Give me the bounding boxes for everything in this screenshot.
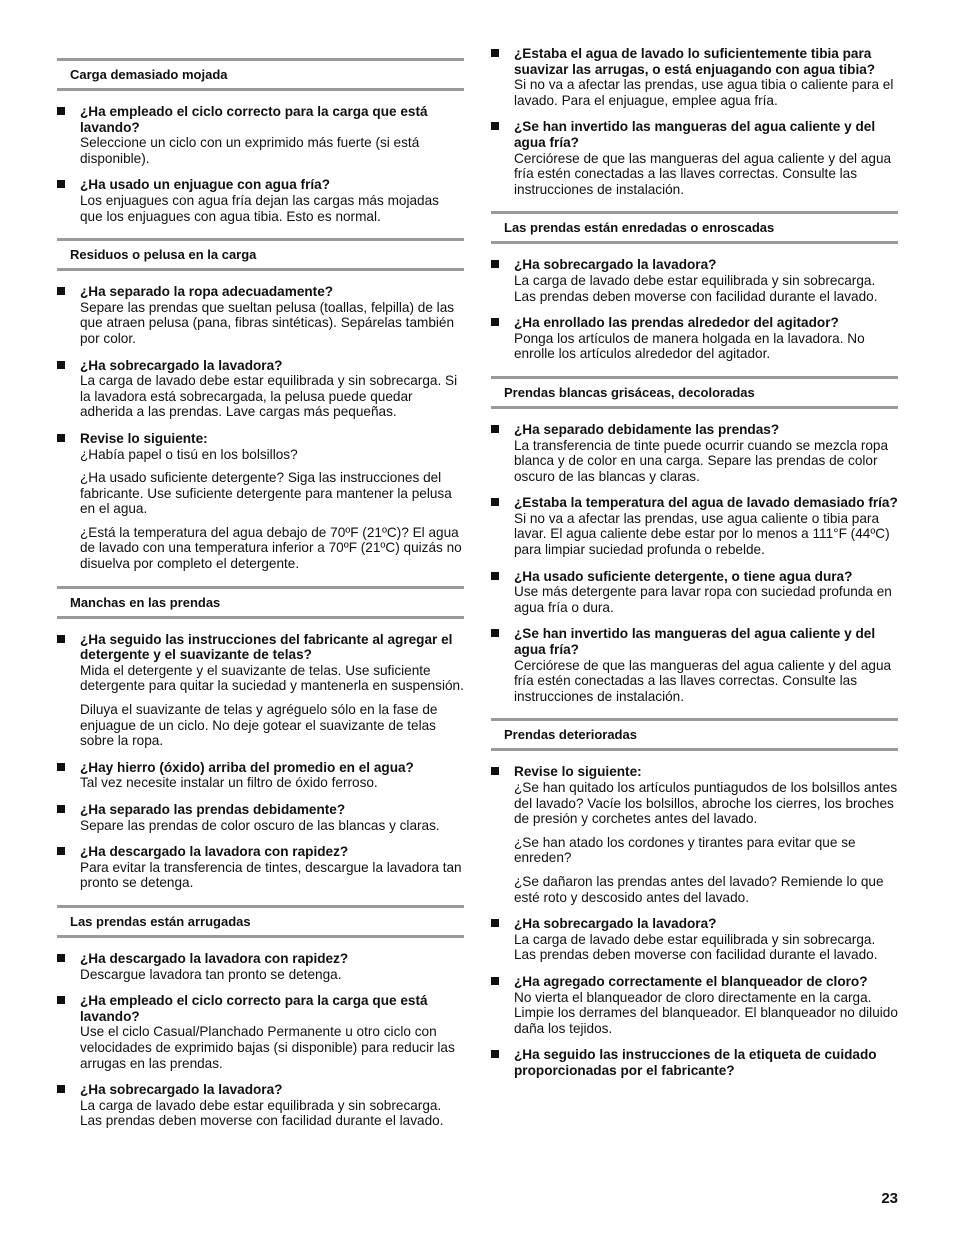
list-item — [57, 632, 464, 749]
troubleshoot-section — [57, 238, 464, 572]
question-text: ¿Ha agregado correctamente el blanqueador de cloro? — [514, 973, 868, 989]
square-bullet-icon — [491, 49, 499, 57]
square-bullet-icon — [57, 107, 65, 115]
list-item — [491, 764, 898, 905]
list-item — [57, 802, 464, 833]
list-item — [491, 569, 898, 616]
square-bullet-icon — [57, 954, 65, 962]
answer-text: Separe las prendas que sueltan pelusa (toallas, felpilla) de las que atraen pelusa (pana, fibras sintéticas). Sepárelas también por color. — [80, 299, 455, 346]
question-text: ¿Hay hierro (óxido) arriba del promedio en el agua? — [80, 759, 414, 775]
troubleshoot-section — [491, 211, 898, 362]
square-bullet-icon — [491, 977, 499, 985]
answer-text: ¿Se han quitado los artículos puntiagudos de los bolsillos antes del lavado? Vacíe los bolsillos, abroche los cierres, los broches de presión y corchetes antes del lavado. — [514, 780, 898, 827]
answer-text: Descargue lavadora tan pronto se detenga. — [80, 966, 342, 982]
list-item — [57, 993, 464, 1071]
list-item — [491, 974, 898, 1036]
answer-text: La carga de lavado debe estar equilibrada y sin sobrecarga. Las prendas deben moverse con facilidad durante el lavado. — [80, 1097, 444, 1129]
answer-text: ¿Está la temperatura del agua debajo de 70ºF (21ºC)? El agua de lavado con una temperatura inferior a 70ºF (21ºC) quizás no disuelva por completo el detergente. — [80, 524, 462, 572]
list-item — [491, 1047, 898, 1078]
answer-text: Cerciórese de que las mangueras del agua caliente y del agua fría estén conectadas a las llaves correctas. Consulte las instrucciones de instalación. — [514, 657, 892, 704]
troubleshoot-section — [491, 718, 898, 1078]
answer-text: Use el ciclo Casual/Planchado Permanente u otro ciclo con velocidades de exprimido bajas (si disponible) para reducir las arrugas en las prendas. — [80, 1024, 455, 1071]
question-text: ¿Ha separado las prendas debidamente? — [80, 802, 346, 817]
section-title: Carga demasiado mojada — [57, 58, 464, 91]
question-text: ¿Ha descargado la lavadora con rapidez? — [80, 950, 349, 966]
square-bullet-icon — [491, 919, 499, 927]
page-number: 23 — [881, 1190, 898, 1207]
answer-text: Ponga los artículos de manera holgada en la lavadora. No enrolle los artículos alrededor del agitador. — [514, 330, 865, 362]
troubleshoot-section — [491, 376, 898, 705]
list-item — [57, 177, 464, 224]
answer-text: Use más detergente para lavar ropa con suciedad profunda en agua fría o dura. — [514, 584, 892, 615]
continued-items — [491, 46, 898, 197]
answer-text: Los enjuagues con agua fría dejan las cargas más mojadas que los enjuagues con agua tibia. Esto es normal. — [80, 192, 439, 224]
section-title: Manchas en las prendas — [57, 586, 464, 619]
answer-text: La carga de lavado debe estar equilibrada y sin sobrecarga. Las prendas deben moverse con facilidad durante el lavado. — [514, 931, 878, 963]
square-bullet-icon — [491, 425, 499, 433]
question-text: ¿Ha sobrecargado la lavadora? — [80, 1082, 283, 1098]
question-text: ¿Ha usado un enjuague con agua fría? — [80, 177, 331, 193]
question-text: ¿Ha descargado la lavadora con rapidez? — [80, 844, 349, 860]
list-item — [491, 916, 898, 963]
section-title: Las prendas están enredadas o enroscadas — [491, 211, 898, 244]
question-text: ¿Ha seguido las instrucciones del fabricante al agregar el detergente y el suavizante de telas? — [80, 631, 453, 663]
question-text: ¿Estaba el agua de lavado lo suficientemente tibia para suavizar las arrugas, o está enjuagando con agua tibia? — [514, 46, 876, 77]
question-text: ¿Ha empleado el ciclo correcto para la carga que está lavando? — [80, 993, 428, 1024]
question-text: ¿Se han invertido las mangueras del agua caliente y del agua fría? — [514, 119, 876, 150]
list-item — [57, 951, 464, 982]
question-text: ¿Se han invertido las mangueras del agua caliente y del agua fría? — [514, 626, 876, 658]
answer-text: Diluya el suavizante de telas y agréguelo sólo en la fase de enjuague de un ciclo. No deje gotear el suavizante de telas sobre la ropa. — [80, 702, 438, 749]
square-bullet-icon — [491, 572, 499, 580]
square-bullet-icon — [491, 1050, 499, 1058]
square-bullet-icon — [57, 287, 65, 295]
answer-text: Separe las prendas de color oscuro de las blancas y claras. — [80, 817, 440, 833]
square-bullet-icon — [491, 767, 499, 775]
list-item — [57, 358, 464, 420]
question-text: ¿Ha separado debidamente las prendas? — [514, 421, 780, 437]
question-text: ¿Ha empleado el ciclo correcto para la carga que está lavando? — [80, 104, 428, 135]
list-item — [491, 422, 898, 484]
question-text: ¿Estaba la temperatura del agua de lavado demasiado fría? — [514, 495, 898, 511]
square-bullet-icon — [57, 635, 65, 643]
answer-text: Seleccione un ciclo con un exprimido más fuerte (si está disponible). — [80, 135, 420, 166]
question-text: Revise lo siguiente: — [514, 764, 642, 780]
answer-text: Mida el detergente y el suavizante de telas. Use suficiente detergente para quitar la suciedad y mantenerla en suspensión. — [80, 662, 464, 694]
square-bullet-icon — [57, 847, 65, 855]
troubleshoot-section — [57, 905, 464, 1129]
answer-text: La transferencia de tinte puede ocurrir cuando se mezcla ropa blanca y de color en una carga. Separe las prendas de color oscuro de las blancas y claras. — [514, 437, 889, 484]
square-bullet-icon — [491, 318, 499, 326]
question-text: ¿Ha seguido las instrucciones de la etiqueta de cuidado proporcionadas por el fabricante? — [514, 1047, 877, 1078]
question-text: ¿Ha separado la ropa adecuadamente? — [80, 284, 334, 300]
answer-text: ¿Se han atado los cordones y tirantes para evitar que se enreden? — [514, 834, 856, 866]
question-text: ¿Ha sobrecargado la lavadora? — [80, 357, 283, 373]
section-title: Residuos o pelusa en la carga — [57, 238, 464, 271]
answer-text: Si no va a afectar las prendas, use agua tibia o caliente para el lavado. Para el enjuague, emplee agua fría. — [514, 77, 894, 108]
square-bullet-icon — [491, 260, 499, 268]
list-item — [491, 46, 898, 108]
square-bullet-icon — [57, 996, 65, 1004]
square-bullet-icon — [57, 805, 65, 813]
question-text: Revise lo siguiente: — [80, 430, 208, 446]
square-bullet-icon — [57, 361, 65, 369]
square-bullet-icon — [57, 180, 65, 188]
square-bullet-icon — [57, 1085, 65, 1093]
question-text: ¿Ha enrollado las prendas alrededor del agitador? — [514, 315, 839, 331]
list-item — [57, 431, 464, 572]
answer-text: La carga de lavado debe estar equilibrada y sin sobrecarga. Si la lavadora está sobrecargada, la pelusa puede quedar adherida a las prendas. Lave cargas más pequeñas. — [80, 373, 458, 420]
section-title: Prendas blancas grisáceas, decoloradas — [491, 376, 898, 409]
list-item — [491, 495, 898, 557]
left-column — [57, 58, 464, 1143]
answer-text: ¿Ha usado suficiente detergente? Siga las instrucciones del fabricante. Use suficiente detergente para mantener la pelusa en el agua. — [80, 470, 452, 517]
answer-text: ¿Se dañaron las prendas antes del lavado? Remiende lo que esté roto y descosido antes del lavado. — [514, 873, 884, 905]
list-item — [57, 844, 464, 891]
list-item — [491, 315, 898, 362]
answer-text: Para evitar la transferencia de tintes, descargue la lavadora tan pronto se detenga. — [80, 859, 462, 891]
square-bullet-icon — [491, 122, 499, 130]
square-bullet-icon — [491, 498, 499, 506]
list-item — [491, 119, 898, 197]
list-item — [57, 1082, 464, 1129]
troubleshoot-section — [57, 586, 464, 891]
section-title: Prendas deterioradas — [491, 718, 898, 751]
list-item — [57, 760, 464, 791]
question-text: ¿Ha sobrecargado la lavadora? — [514, 916, 717, 932]
troubleshoot-section — [57, 58, 464, 224]
square-bullet-icon — [57, 763, 65, 771]
list-item — [491, 626, 898, 704]
answer-text: Tal vez necesite instalar un filtro de óxido ferroso. — [80, 775, 378, 791]
list-item — [491, 257, 898, 304]
answer-text: La carga de lavado debe estar equilibrada y sin sobrecarga. Las prendas deben moverse con facilidad durante el lavado. — [514, 272, 878, 304]
question-text: ¿Ha sobrecargado la lavadora? — [514, 257, 717, 273]
question-text: ¿Ha usado suficiente detergente, o tiene agua dura? — [514, 568, 853, 584]
section-title: Las prendas están arrugadas — [57, 905, 464, 938]
list-item — [57, 104, 464, 166]
answer-text: Si no va a afectar las prendas, use agua caliente o tibia para lavar. El agua caliente debe estar por lo menos a 111°F (44ºC) para limpiar suciedad profunda o rebelde. — [514, 510, 890, 558]
right-column — [491, 46, 898, 1093]
answer-text: ¿Había papel o tisú en los bolsillos? — [80, 446, 298, 462]
square-bullet-icon — [57, 434, 65, 442]
square-bullet-icon — [491, 629, 499, 637]
answer-text: Cerciórese de que las mangueras del agua caliente y del agua fría estén conectadas a las llaves correctas. Consulte las instrucciones de instalación. — [514, 150, 892, 197]
answer-text: No vierta el blanqueador de cloro directamente en la carga. Limpie los derrames del blanqueador. El blanqueador no diluido daña los tejidos. — [514, 989, 898, 1036]
list-item — [57, 284, 464, 346]
